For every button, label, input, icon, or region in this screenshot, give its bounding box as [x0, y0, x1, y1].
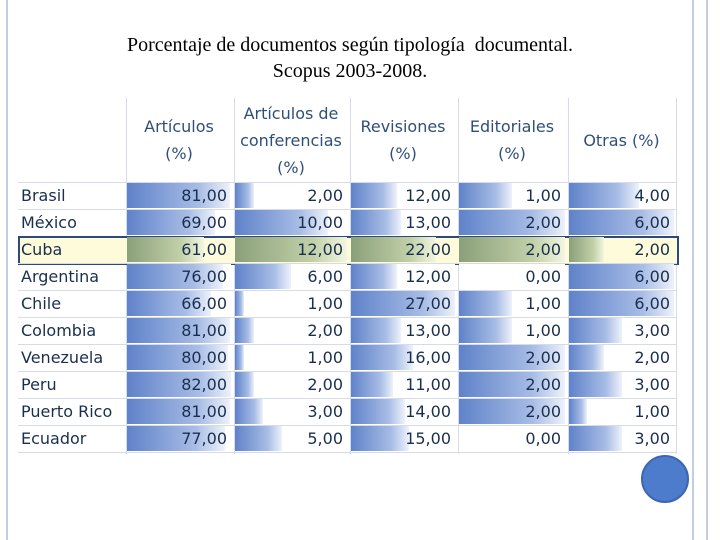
data-cell [235, 237, 347, 262]
data-bar [235, 291, 244, 316]
cell-value: 1,00 [307, 294, 343, 313]
cell-value: 66,00 [181, 294, 227, 313]
data-bar [351, 345, 413, 370]
cell-value: 1,00 [525, 186, 561, 205]
cell-value: 81,00 [181, 186, 227, 205]
data-bar [235, 399, 263, 424]
data-bar [235, 318, 254, 343]
cell-value: 2,00 [634, 348, 670, 367]
data-cell [235, 183, 347, 208]
cell-value: 76,00 [181, 267, 227, 286]
data-cell [569, 237, 674, 262]
column-header: Otras (%) [583, 130, 660, 150]
cell-value: 13,00 [405, 321, 451, 340]
table-row [18, 209, 677, 236]
data-cell [235, 399, 347, 424]
cell-value: 13,00 [405, 213, 451, 232]
data-cell [569, 399, 674, 424]
data-bar [569, 318, 622, 343]
cell-value: 61,00 [181, 240, 227, 259]
data-bar [459, 183, 512, 208]
data-bar [351, 183, 397, 208]
data-cell [127, 264, 231, 289]
cell-value: 12,00 [405, 186, 451, 205]
row-label: Cuba [21, 240, 63, 259]
table-row [18, 263, 677, 290]
cell-value: 0,00 [525, 267, 561, 286]
data-cell [351, 264, 455, 289]
data-cell [351, 237, 455, 262]
cell-value: 0,00 [525, 429, 561, 448]
cell-value: 11,00 [405, 375, 451, 394]
row-label: Peru [21, 375, 57, 394]
data-bar [235, 264, 291, 289]
slide-title [20, 32, 680, 84]
data-cell [235, 372, 347, 397]
data-cell [235, 264, 347, 289]
data-cell [235, 426, 347, 451]
data-cell [127, 237, 231, 262]
column-header: Editoriales (%) [469, 117, 555, 163]
data-cell [459, 318, 565, 343]
cell-value: 80,00 [181, 348, 227, 367]
column-header: Artículos de conferencias (%) [240, 103, 342, 177]
table-row [18, 182, 677, 209]
cell-value: 14,00 [405, 402, 451, 421]
data-cell [235, 345, 347, 370]
cell-value: 6,00 [634, 267, 670, 286]
title-line-1: Porcentaje de documentos según tipología documental. [127, 34, 573, 56]
data-cell [459, 426, 565, 451]
cell-value: 16,00 [405, 348, 451, 367]
data-cell [351, 291, 455, 316]
row-label: Argentina [21, 267, 100, 286]
data-cell [459, 345, 565, 370]
cell-value: 2,00 [525, 375, 561, 394]
data-cell [127, 345, 231, 370]
cell-value: 2,00 [307, 375, 343, 394]
data-cell [569, 318, 674, 343]
data-bar [569, 426, 622, 451]
data-cell [569, 426, 674, 451]
cell-value: 81,00 [181, 402, 227, 421]
cell-value: 2,00 [525, 240, 561, 259]
data-cell [459, 291, 565, 316]
data-cell [351, 399, 455, 424]
table-row [18, 425, 677, 452]
data-cell [127, 291, 231, 316]
data-cell [351, 345, 455, 370]
data-cell [351, 210, 455, 235]
cell-value: 2,00 [525, 402, 561, 421]
data-bar [235, 345, 244, 370]
cell-value: 6,00 [307, 267, 343, 286]
data-cell [351, 183, 455, 208]
data-cell [127, 318, 231, 343]
cell-value: 12,00 [297, 240, 343, 259]
data-bar [459, 318, 512, 343]
data-cell [569, 183, 674, 208]
data-cell [569, 264, 674, 289]
data-cell [127, 183, 231, 208]
data-bar [351, 318, 401, 343]
data-bar [351, 399, 405, 424]
data-bar [569, 237, 604, 262]
data-cell [459, 237, 565, 262]
cell-value: 2,00 [525, 348, 561, 367]
data-cell [459, 372, 565, 397]
cell-value: 82,00 [181, 375, 227, 394]
data-cell [459, 399, 565, 424]
table-row [18, 344, 677, 371]
data-cell [351, 318, 455, 343]
data-bar [569, 372, 622, 397]
table-row [18, 236, 677, 263]
cell-value: 3,00 [307, 402, 343, 421]
cell-value: 2,00 [307, 321, 343, 340]
cell-value: 6,00 [634, 294, 670, 313]
data-bar [351, 264, 397, 289]
cell-value: 6,00 [634, 213, 670, 232]
decorative-circle [641, 455, 689, 503]
data-cell [459, 264, 565, 289]
data-bar [235, 183, 254, 208]
column-header: Artículos (%) [144, 117, 214, 163]
column-header: Revisiones (%) [360, 117, 446, 163]
cell-value: 1,00 [525, 321, 561, 340]
data-cell [459, 183, 565, 208]
cell-value: 4,00 [634, 186, 670, 205]
frame-line-right-1 [692, 0, 694, 540]
frame-line-left [6, 0, 8, 540]
data-cell [569, 345, 674, 370]
data-bar [569, 399, 587, 424]
cell-value: 22,00 [405, 240, 451, 259]
data-bar [569, 345, 604, 370]
cell-value: 12,00 [405, 267, 451, 286]
cell-value: 77,00 [181, 429, 227, 448]
data-table [18, 98, 677, 454]
data-cell [235, 318, 347, 343]
data-cell [127, 426, 231, 451]
data-bar [235, 372, 254, 397]
cell-value: 3,00 [634, 429, 670, 448]
cell-value: 1,00 [634, 402, 670, 421]
cell-value: 2,00 [307, 186, 343, 205]
data-bar [351, 210, 401, 235]
data-cell [127, 210, 231, 235]
cell-value: 69,00 [181, 213, 227, 232]
data-cell [235, 291, 347, 316]
data-bar [235, 426, 282, 451]
data-bar [351, 372, 393, 397]
title-line-2: Scopus 2003-2008. [272, 60, 428, 82]
data-cell [127, 372, 231, 397]
data-cell [459, 210, 565, 235]
cell-value: 5,00 [307, 429, 343, 448]
frame-line-right-2 [706, 0, 708, 540]
cell-value: 2,00 [634, 240, 670, 259]
data-bar [351, 426, 409, 451]
row-label: Venezuela [21, 348, 104, 367]
cell-value: 3,00 [634, 321, 670, 340]
table-row [18, 317, 677, 344]
row-label: Ecuador [21, 429, 87, 448]
data-cell [569, 210, 674, 235]
row-label: México [21, 213, 77, 232]
data-cell [569, 372, 674, 397]
cell-value: 15,00 [405, 429, 451, 448]
cell-value: 2,00 [525, 213, 561, 232]
data-bar [569, 183, 639, 208]
cell-value: 81,00 [181, 321, 227, 340]
row-label: Brasil [21, 186, 66, 205]
cell-value: 27,00 [405, 294, 451, 313]
row-label: Chile [21, 294, 62, 313]
cell-value: 1,00 [525, 294, 561, 313]
table-row [18, 398, 677, 425]
data-cell [569, 291, 674, 316]
grid-hline [18, 452, 677, 453]
table-row [18, 371, 677, 398]
data-cell [127, 399, 231, 424]
data-cell [235, 210, 347, 235]
row-label: Colombia [21, 321, 97, 340]
cell-value: 3,00 [634, 375, 670, 394]
data-cell [351, 372, 455, 397]
data-bar [459, 291, 512, 316]
cell-value: 1,00 [307, 348, 343, 367]
cell-value: 10,00 [297, 213, 343, 232]
table-row [18, 290, 677, 317]
data-cell [351, 426, 455, 451]
row-label: Puerto Rico [21, 402, 113, 421]
